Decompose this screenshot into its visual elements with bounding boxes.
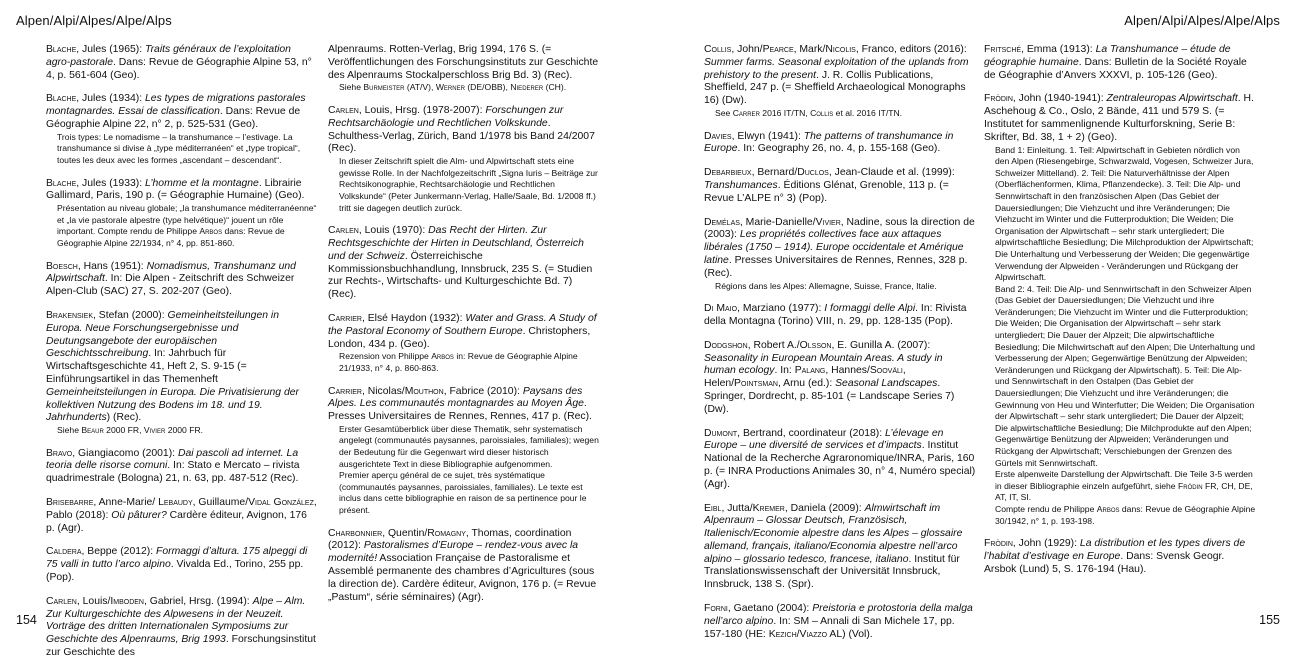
bib-citation: Blache, Jules (1934): Les types de migrations pastorales montagnardes. Essai de classification. Dans: Revue de Géographie Alpine 22, n° 2, p. 525-531 (Geo). xyxy=(46,93,306,130)
bib-citation: Dumont, Bertrand, coordinateur (2018): L’élevage en Europe – une diversité de services et d’impacts. Institut National de la Recherche Agraronomique/INRA, Paris, 160 p. (= INRA Productions Animales 30, n° 4, Numéro special) (Agr). xyxy=(704,427,976,490)
bib-entry xyxy=(328,386,600,517)
bib-citation: Dodgshon, Robert A./Olsson, E. Gunilla A. (2007): Seasonality in European Mountain Areas. A study in human ecology. In: Palang, Hannes/Sooväli, Helen/Pointsman, Arnu (ed.): Seasonal Landscapes. Springer, Dordrecht, p. 85-101 (= Landscape Series 7) (Dw). xyxy=(704,339,955,415)
bib-entry xyxy=(984,93,1256,527)
bib-entry xyxy=(704,428,976,492)
bib-entry xyxy=(46,546,318,584)
left-page xyxy=(0,0,648,659)
bibliography-column-4 xyxy=(984,44,1256,588)
bib-entry xyxy=(328,105,600,214)
bib-citation: Collis, John/Pearce, Mark/Nicolis, Franco, editors (2016): Summer farms. Seasonal exploitation of the uplands from prehistory to the present. J. R. Collis Publications, Sheffield, 247 p. (= Sheffield Archaeological Monographs 16) (Dw). xyxy=(704,44,969,107)
bib-annotation: Erste alpenweite Darstellung der Alpwirtschaft. Die Teile 3-5 werden in dieser Bibliographie einzeln aufgeführt, siehe Frödin FR, CH, DE, AT, IT, SI. xyxy=(995,469,1253,503)
bib-entry xyxy=(46,596,318,660)
bibliography-column-2 xyxy=(328,44,600,615)
bib-annotation: Premier aperçu général de ce sujet, très systématique (communautés paysannes, paroissiales, familiales). Le texte est inclus dans cette bibliographie en raison de sa pertinence pour le présent. xyxy=(339,470,587,516)
page-number-left: 154 xyxy=(16,613,37,627)
bib-annotation: Erster Gesamtüberblick über diese Thematik, sehr systematisch angelegt (communautés paysannes, paroissiales, familiales); wegen der Bedeutung für die Gegenwart wird dieser historisch ausgerichtete Text in diese Bibliographie aufgenommen. xyxy=(339,423,599,469)
bib-citation: Carrier, Nicolas/Mouthon, Fabrice (2010): Paysans des Alpes. Les communautés montagnardes au Moyen Âge. Presses Universitaires de Rennes, Rennes, 417 p. (Rec). xyxy=(328,385,592,423)
bib-annotation: Siehe Burmeister (AT/V), Werner (DE/OBB), Niederer (CH). xyxy=(339,82,567,93)
running-head-left: Alpen/Alpi/Alpes/Alpe/Alps xyxy=(16,13,172,28)
bib-citation: Carlen, Louis/Imboden, Gabriel, Hrsg. (1994): Alpe – Alm. Zur Kulturgeschichte des Alpwesens in der Neuzeit. Vorträge des dritten Internationalen Symposiums zur Geschichte des Alpenraums, Brig 1993. Forschungsinstitut zur Geschichte des xyxy=(46,595,316,659)
running-head-right: Alpen/Alpi/Alpes/Alpe/Alps xyxy=(1124,13,1280,28)
page-number-right: 155 xyxy=(1259,613,1280,627)
bib-entry xyxy=(704,217,976,293)
bib-entry xyxy=(46,310,318,437)
bib-entry xyxy=(704,503,976,593)
bib-citation: Forni, Gaetano (2004): Preistoria e protostoria della malga nell’arco alpino. In: SM – Annali di San Michele 17, pp. 157-180 (HE: Kezich/Viazzo AL) (Vol). xyxy=(704,603,973,640)
bib-annotation: Band 2: 4. Teil: Die Alp- und Sennwirtschaft in den Schweizer Alpen (Das Gebiet der Dauersiedlungen; Die Viehzucht und ihre Veränderungen; Die Viehzucht im Winter und die Futterproduktion; Die Weiden; Die Organisation der Alpwirtschaft – sehr stark untergliedert; Die Dauer der Alpzeit; Die alpwirtschaftliche Besiedlung; Die Milchwirtschaft auf den Alpen; Die Unterhaltung und Verbesserung der Alpen; Gegenwärtige Benützung der Alpweiden; Veränderungen und Rückgang der Alpwirtschaft). 5. Teil: Die Alp- und Sennwirtschaft in den Ostalpen (Das Gebiet der Dauersiedlungen; Die Viehzucht und ihre Veränderungen; die Gewinnung von Heu und Winterfutter; Die Weiden; Die Organisation der Alpwirtschaft – sehr stark untergliedert; Die Dauer der Alpzeit; Die alpwirtschaftliche Besiedlung; Die Milchprodukte auf den Alpen; Gegenwärtige Benützung der Alpweiden; Veränderungen und Rückgang der Alpwirtschaft; Verschiebungen der Grenzen des Gürtels mit Sennwirtschaft. xyxy=(995,283,1255,468)
bib-entry xyxy=(328,44,600,94)
bib-citation: Carlen, Louis (1970): Das Recht der Hirten. Zur Rechtsgeschichte der Hirten in Deutschland, Österreich und der Schweiz. Österreichische Kommissionsbuchhandlung, Innsbruck, 235 S. (= Studien zur Rechts-, Wirtschafts- und Kulturgeschichte Bd. 7) (Rec). xyxy=(328,225,593,301)
bib-entry xyxy=(984,538,1256,576)
bib-citation: Blache, Jules (1933): L’homme et la montagne. Librairie Gallimard, Paris, 190 p. (= Géographie Humaine) (Geo). xyxy=(46,177,305,202)
bib-citation: Di Maio, Marziano (1977): I formaggi delle Alpi. In: Rivista della Montagna (Torino) VIII, n. 29, pp. 128-135 (Pop). xyxy=(704,303,967,327)
bib-citation: Demélas, Marie-Danielle/Vivier, Nadine, sous la direction de (2003): Les propriétés collectives face aux attaques libérales (1750 – 1914). Europe occidentale et Amérique latine. Presses Universitaires de Rennes, Rennes, 328 p. (Rec). xyxy=(704,216,975,279)
bib-entry xyxy=(328,528,600,605)
right-page xyxy=(648,0,1296,648)
bib-citation: Blache, Jules (1965): Traits généraux de l’exploitation agro-pastorale. Dans: Revue de Géographie Alpine 53, n° 4, p. 561-604 (Geo). xyxy=(46,44,312,81)
bib-annotation: Compte rendu de Philippe Arbos dans: Revue de Géographie Alpine 30/1942, n° 1, p. 193-198. xyxy=(995,503,1256,526)
bib-entry xyxy=(46,44,318,82)
bibliography-column-1 xyxy=(46,44,318,671)
bib-entry xyxy=(328,313,600,375)
bib-citation: Carrier, Elsé Haydon (1932): Water and Grass. A Study of the Pastoral Economy of Southern Europe. Christophers, London, 434 p. (Geo). xyxy=(328,312,597,350)
bib-entry xyxy=(704,340,976,417)
bib-citation: Caldera, Beppe (2012): Formaggi d’altura. 175 alpeggi di 75 valli in tutto l’arco alpino. Vivalda Ed., Torino, 255 pp. (Pop). xyxy=(46,546,308,584)
bib-citation: Davies, Elwyn (1941): The patterns of transhumance in Europe. In: Geography 26, no. 4, p. 155-168 (Geo). xyxy=(704,130,954,155)
bib-entry xyxy=(328,225,600,302)
bib-citation: Brisebarre, Anne-Marie/ Lebaudy, Guillaume/Vidal González, Pablo (2018): Où pâturer? Cardère éditeur, Avignon, 176 p. (Agr). xyxy=(46,497,317,534)
bib-entry xyxy=(46,93,318,166)
bib-entry xyxy=(46,178,318,250)
bib-annotation: Band 1: Einleitung. 1. Teil: Alpwirtschaft in Gebieten nördlich von den Alpen (Riesengebirge, Schwarzwald, Vogesen, Schweizer Jura, Schweizer Mittelland). 2. Teil: Die Naturverhältnisse der Alpen (Oberflächenformen, Klima, Pflanzendecke). 3. Teil: Die Alp- und Sennwirtschaft in den französischen Alpen (Das Gebiet der Dauersiedlungen; Die Viehzucht und ihre Veränderungen; Die Viehzucht im Winter und die Futterproduktion; Die Weiden; Die Organisation der Alpwirtschaft – sehr stark untergliedert; Die alpwirtschaftliche Besiedlung; Die Milchproduktion der Alpwirtschaft; Die Unterhaltung und Verbesserung der Weiden; Die gegenwärtige Verwendung der Alpweiden - Veränderungen und Rückgang der Alpwirtschaft. xyxy=(995,144,1254,283)
bibliography-column-3 xyxy=(704,44,976,652)
bib-citation: Fritsché, Emma (1913): La Transhumance – étude de géographie humaine. Dans: Bulletin de la Société Royale de Géographie d’Anvers XXXVI, p. 105-126 (Geo). xyxy=(984,44,1247,81)
bib-annotation: See Carrer 2016 IT/TN, Collis et al. 2016 IT/TN. xyxy=(715,107,903,118)
bib-entry xyxy=(704,167,976,205)
bib-citation: Alpenraums. Rotten-Verlag, Brig 1994, 176 S. (= Veröffentlichungen des Forschungsinstituts zur Geschichte des Alpenraums Stockalperschloss Brig Bd. 3) (Rec). xyxy=(328,44,599,81)
bib-entry xyxy=(704,303,976,329)
bib-citation: Debarbieux, Bernard/Duclos, Jean-Claude et al. (1999): Transhumances. Éditions Glénat, Grenoble, 113 p. (= Revue L’ALPE n° 3) (Pop). xyxy=(704,167,955,204)
bib-annotation: In dieser Zeitschrift spielt die Alm- und Alpwirtschaft stets eine gewisse Rolle. In der Nachfolgezeitschrift „Signa Iuris – Beiträge zur Rechtsikonographie, Rechtsarchäologie und Rechtlichen Volkskunde“ (Peter Junkermann-Verlag, Halle/Saale, Bd. 1/2008 ff.) tritt sie dagegen deutlich zurück. xyxy=(339,156,598,213)
bib-entry xyxy=(46,448,318,486)
bib-entry xyxy=(704,603,976,641)
bib-citation: Eibl, Jutta/Kremer, Daniela (2009): Almwirtschaft im Alpenraum – Glossar Deutsch, Französisch, Italienisch/Economie alpestre dans les Alpes – glossaire allemand, français, italiano/Economia alpestre nell’arco alpino – glossario tedesco, francese, italiano. Institut für Translationswissenschaft der Universität Innsbruck, Innsbruck, 138 S. (Spr). xyxy=(704,502,963,591)
bib-citation: Frödin, John (1940-1941): Zentraleuropas Alpwirtschaft. H. Aschehoug & Co., Oslo, 2 Bände, 411 und 579 S. (= Institutet for sammenlignende Kulturforskning, Serie B: Skrifter, Bd. 38, 1 + 2) (Geo). xyxy=(984,93,1254,143)
bib-annotation: Rezension von Philippe Arbos in: Revue de Géographie Alpine 21/1933, n° 4, p. 860-863. xyxy=(339,351,578,373)
bib-annotation: Présentation au niveau globale; „la transhumance méditerranéenne“ et „la vie pastorale alpestre (type helvétique)“ jouent un rôle important. Compte rendu de Philippe Arbos dans: Revue de Géographie Alpine 22/1934, n° 4, pp. 851-860. xyxy=(57,203,317,248)
bib-citation: Brakensiek, Stefan (2000): Gemeinheitsteilungen in Europa. Neue Forschungsergebnisse und Deutungsangebote der europäischen Geschichtsschreibung. In: Jahrbuch für Wirtschaftsgeschichte 41, Heft 2, S. 9-15 (= Einführungsartikel in das Themenheft Gemeinheitsteilungen in Europa. Die Privatisierung der kollektiven Nutzung des Bodens im 18. und 19. Jahrhunderts) (Rec). xyxy=(46,309,299,424)
bib-annotation: Trois types: Le nomadisme – la transhumance – l’estivage. La transhumance si divise à „type méditerranéen“ et „type tropical“, toutes les deux avec les formes „ascendant – descendant“. xyxy=(57,131,301,165)
bib-entry xyxy=(984,44,1256,82)
bib-entry xyxy=(46,261,318,299)
bib-entry xyxy=(46,497,318,535)
bib-citation: Carlen, Louis, Hrsg. (1978-2007): Forschungen zur Rechtsarchäologie und Rechtlichen Volkskunde. Schulthess-Verlag, Zürich, Band 1/1978 bis Band 24/2007 (Rec). xyxy=(328,104,595,155)
bib-entry xyxy=(704,131,976,157)
bib-citation: Frödin, John (1929): La distribution et les types divers de l’habitat d’estivage en Europe. Dans: Svensk Geogr. Arsbok (Lund) 5, S. 176-194 (Hau). xyxy=(984,538,1246,575)
bib-citation: Boesch, Hans (1951): Nomadismus, Transhumanz und Alpwirtschaft. In: Die Alpen - Zeitschrift des Schweizer Alpen-Club (SAC) 27, S. 202-207 (Geo). xyxy=(46,260,296,298)
bib-citation: Bravo, Giangiacomo (2001): Dai pascoli ad internet. La teoria delle risorse comuni. In: Stato e Mercato – rivista quadrimestrale (Bologna) 21, n. 63, pp. 487-512 (Rec). xyxy=(46,447,300,485)
bib-citation: Charbonnier, Quentin/Romagny, Thomas, coordination (2012): Pastoralismes d’Europe – rendez-vous avec la modernité! Association Française de Pastoralisme et Assemblé permanente des chambres d’Agricultures (sous la direction de). Cardère éditeur, Avignon, 176 p. (= Revue „Pastum“, série séminaires) (Agr). xyxy=(328,527,597,603)
bib-annotation: Siehe Beaur 2000 FR, Vivier 2000 FR. xyxy=(57,425,204,436)
bib-entry xyxy=(704,44,976,120)
bib-annotation: Régions dans les Alpes: Allemagne, Suisse, France, Italie. xyxy=(715,280,937,291)
